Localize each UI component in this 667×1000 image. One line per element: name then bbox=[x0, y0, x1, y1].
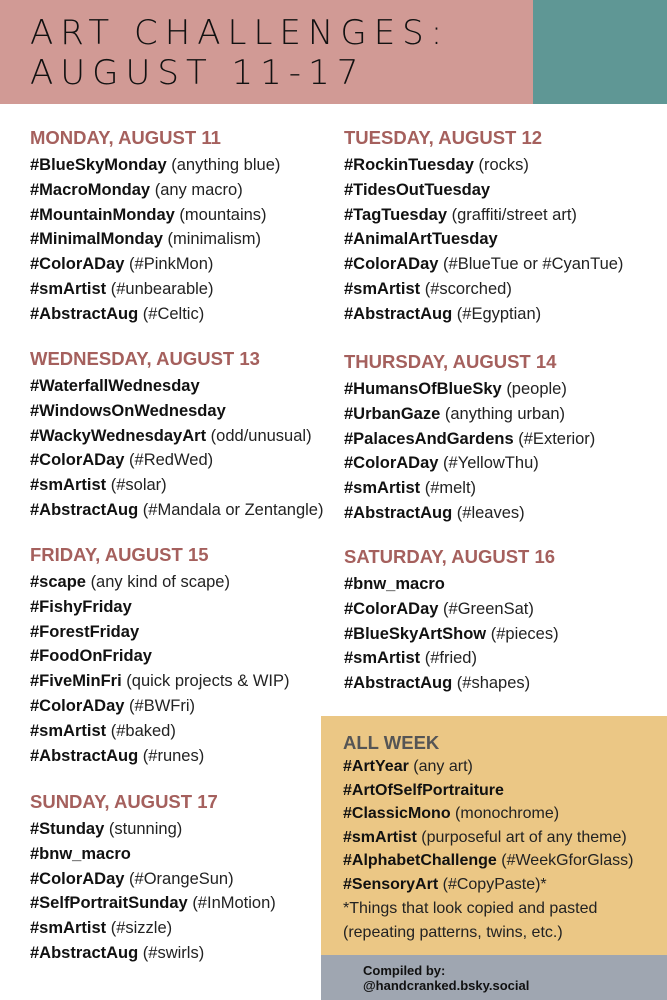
day-title: TUESDAY, AUGUST 12 bbox=[344, 127, 543, 148]
challenge-item bbox=[344, 427, 595, 452]
day-wednesday bbox=[30, 348, 323, 523]
hashtag-description: (#YellowThu) bbox=[443, 454, 539, 473]
hashtag-description: (#fried) bbox=[424, 649, 477, 668]
hashtag: #WackyWednesdayArt bbox=[30, 426, 207, 445]
hashtag: #TagTuesday bbox=[344, 205, 448, 224]
hashtag: #AnimalArtTuesday bbox=[344, 230, 498, 249]
hashtag-description: (#Egyptian) bbox=[456, 304, 542, 323]
day-title: MONDAY, AUGUST 11 bbox=[30, 127, 221, 148]
hashtag: #BlueSkyArtShow bbox=[344, 624, 487, 643]
hashtag-description: (#shapes) bbox=[456, 674, 531, 693]
challenge-list bbox=[30, 374, 323, 523]
challenge-list bbox=[344, 572, 559, 696]
hashtag: #PalacesAndGardens bbox=[344, 429, 514, 448]
header-banner bbox=[0, 0, 533, 104]
challenge-item bbox=[30, 719, 290, 744]
hashtag: #ClassicMono bbox=[343, 805, 451, 822]
hashtag: #smArtist bbox=[344, 649, 421, 668]
hashtag: #scape bbox=[30, 573, 86, 591]
hashtag: #bnw_macro bbox=[344, 575, 445, 593]
challenge-item bbox=[344, 451, 595, 476]
day-tuesday bbox=[344, 127, 623, 327]
day-title: THURSDAY, AUGUST 14 bbox=[344, 351, 557, 372]
challenge-item bbox=[344, 622, 559, 647]
challenge-item bbox=[30, 277, 280, 302]
challenge-item bbox=[30, 178, 280, 203]
challenge-item bbox=[30, 620, 290, 645]
challenge-item bbox=[344, 476, 595, 501]
challenge-item bbox=[30, 669, 290, 694]
challenge-item bbox=[30, 595, 290, 620]
hashtag-description: (#BlueTue or #CyanTue) bbox=[443, 255, 624, 274]
hashtag: #FiveMinFri bbox=[30, 672, 122, 691]
hashtag-description: (quick projects & WIP) bbox=[126, 672, 290, 691]
all-week-panel bbox=[321, 716, 667, 955]
day-title: SATURDAY, AUGUST 16 bbox=[344, 546, 556, 567]
challenge-item bbox=[30, 252, 280, 277]
credit-handle: @handcranked.bsky.social bbox=[363, 978, 530, 993]
hashtag: #MinimalMonday bbox=[30, 230, 163, 249]
hashtag: #ColorADay bbox=[344, 599, 439, 618]
hashtag: #WaterfallWednesday bbox=[30, 377, 200, 395]
challenge-item bbox=[30, 227, 280, 252]
challenge-item bbox=[344, 572, 559, 597]
challenge-item bbox=[344, 153, 623, 178]
hashtag: #ColorADay bbox=[344, 454, 439, 473]
challenge-list bbox=[343, 755, 633, 896]
challenge-item bbox=[30, 374, 323, 399]
hashtag: #WindowsOnWednesday bbox=[30, 401, 226, 420]
hashtag: #HumansOfBlueSky bbox=[344, 380, 502, 398]
challenge-item bbox=[344, 302, 623, 327]
day-thursday bbox=[344, 351, 595, 526]
hashtag-description: (#runes) bbox=[142, 746, 205, 765]
hashtag: #ColorADay bbox=[30, 255, 125, 274]
challenge-item bbox=[30, 644, 290, 669]
hashtag-description: (#PinkMon) bbox=[129, 255, 214, 274]
hashtag: #smArtist bbox=[343, 828, 417, 846]
challenge-item bbox=[344, 671, 559, 696]
day-friday bbox=[30, 544, 290, 768]
challenge-item bbox=[30, 941, 276, 966]
hashtag-description: (purposeful art of any theme) bbox=[421, 828, 627, 846]
challenge-item bbox=[344, 203, 623, 228]
hashtag-description: (minimalism) bbox=[167, 230, 262, 249]
challenge-item bbox=[30, 842, 276, 867]
day-monday bbox=[30, 127, 280, 327]
hashtag: #FishyFriday bbox=[30, 597, 132, 616]
page-subtitle: AUGUST 11-17 bbox=[30, 53, 366, 93]
challenge-item bbox=[30, 817, 276, 842]
challenge-item bbox=[30, 473, 323, 498]
hashtag: #AbstractAug bbox=[344, 503, 453, 522]
challenge-item bbox=[344, 402, 595, 427]
hashtag-description: (stunning) bbox=[108, 820, 183, 838]
challenge-item bbox=[343, 755, 633, 779]
challenge-item bbox=[30, 448, 323, 473]
hashtag: #ArtYear bbox=[343, 758, 409, 775]
challenge-item bbox=[30, 424, 323, 449]
challenge-list bbox=[344, 153, 623, 327]
day-title: WEDNESDAY, AUGUST 13 bbox=[30, 348, 260, 369]
hashtag: #smArtist bbox=[344, 479, 421, 498]
hashtag-description: (anything urban) bbox=[444, 404, 566, 423]
hashtag: #AlphabetChallenge bbox=[343, 852, 497, 869]
hashtag: #UrbanGaze bbox=[344, 404, 441, 423]
all-week-title: ALL WEEK bbox=[343, 732, 440, 753]
challenge-item bbox=[30, 916, 276, 941]
hashtag-description: (any kind of scape) bbox=[90, 573, 230, 591]
challenge-item bbox=[30, 153, 280, 178]
hashtag-description: (#scorched) bbox=[424, 279, 512, 298]
challenge-list bbox=[30, 817, 276, 966]
hashtag-description: (#melt) bbox=[424, 479, 477, 498]
challenge-item bbox=[30, 203, 280, 228]
hashtag: #Stunday bbox=[30, 820, 105, 838]
challenge-item bbox=[30, 399, 323, 424]
hashtag-description: (any macro) bbox=[154, 180, 243, 199]
challenge-item bbox=[30, 302, 280, 327]
hashtag-description: (anything blue) bbox=[171, 156, 281, 174]
challenge-item bbox=[343, 779, 633, 803]
hashtag-description: (rocks) bbox=[478, 156, 529, 174]
hashtag-description: (#unbearable) bbox=[110, 279, 214, 298]
challenge-list bbox=[30, 570, 290, 768]
hashtag: #ArtOfSelfPortraiture bbox=[343, 781, 504, 799]
day-sunday bbox=[30, 791, 276, 966]
challenge-item bbox=[344, 501, 595, 526]
hashtag: #smArtist bbox=[30, 279, 107, 298]
credit-footer bbox=[321, 955, 667, 1000]
challenge-item bbox=[343, 873, 633, 897]
hashtag: #MountainMonday bbox=[30, 205, 175, 224]
header-accent-block bbox=[533, 0, 667, 104]
footnote: *Things that look copied and pasted (repeating patterns, twins, etc.) bbox=[343, 900, 598, 941]
challenge-item bbox=[344, 377, 595, 402]
hashtag: #TidesOutTuesday bbox=[344, 180, 491, 199]
challenge-item bbox=[343, 849, 633, 873]
hashtag-description: (#Celtic) bbox=[142, 304, 205, 323]
hashtag: #SensoryArt bbox=[343, 875, 439, 893]
hashtag-description: (graffiti/street art) bbox=[451, 205, 577, 224]
challenge-item bbox=[344, 277, 623, 302]
hashtag-description: (#BWFri) bbox=[129, 696, 196, 715]
challenge-item bbox=[30, 891, 276, 916]
hashtag: #RockinTuesday bbox=[344, 156, 474, 174]
hashtag-description: (#CopyPaste)* bbox=[442, 875, 547, 893]
hashtag-description: (#Exterior) bbox=[518, 429, 596, 448]
hashtag: #bnw_macro bbox=[30, 844, 131, 863]
challenge-item bbox=[344, 597, 559, 622]
hashtag: #AbstractAug bbox=[344, 674, 453, 693]
challenge-list bbox=[344, 377, 595, 526]
hashtag-description: (monochrome) bbox=[455, 805, 560, 822]
hashtag: #ForestFriday bbox=[30, 622, 140, 641]
hashtag: #ColorADay bbox=[30, 696, 125, 715]
hashtag: #smArtist bbox=[30, 721, 107, 740]
hashtag-description: (#RedWed) bbox=[129, 451, 214, 470]
challenge-item bbox=[30, 867, 276, 892]
hashtag: #smArtist bbox=[344, 279, 421, 298]
hashtag: #ColorADay bbox=[30, 869, 125, 888]
challenge-item bbox=[30, 694, 290, 719]
hashtag-description: (#swirls) bbox=[142, 943, 205, 962]
hashtag: #AbstractAug bbox=[30, 304, 139, 323]
hashtag: #smArtist bbox=[30, 476, 107, 495]
hashtag-description: (#baked) bbox=[110, 721, 176, 740]
credit-label: Compiled by: bbox=[363, 963, 446, 978]
hashtag-description: (#Mandala or Zentangle) bbox=[142, 500, 324, 519]
challenge-item bbox=[344, 178, 623, 203]
hashtag: #BlueSkyMonday bbox=[30, 156, 167, 174]
hashtag-description: (#solar) bbox=[110, 476, 167, 495]
challenge-item bbox=[30, 570, 290, 595]
hashtag: #ColorADay bbox=[344, 255, 439, 274]
hashtag: #MacroMonday bbox=[30, 180, 151, 199]
hashtag-description: (any art) bbox=[413, 758, 473, 775]
challenge-item bbox=[343, 826, 633, 850]
hashtag: #AbstractAug bbox=[30, 500, 139, 519]
challenge-item bbox=[344, 227, 623, 252]
hashtag-description: (mountains) bbox=[179, 205, 267, 224]
hashtag: #AbstractAug bbox=[30, 746, 139, 765]
challenge-item bbox=[30, 498, 323, 523]
hashtag-description: (odd/unusual) bbox=[210, 426, 312, 445]
day-title: SUNDAY, AUGUST 17 bbox=[30, 791, 218, 812]
challenge-item bbox=[344, 252, 623, 277]
hashtag-description: (#sizzle) bbox=[110, 919, 173, 938]
hashtag: #AbstractAug bbox=[30, 943, 139, 962]
hashtag: #ColorADay bbox=[30, 451, 125, 470]
day-saturday bbox=[344, 546, 559, 696]
hashtag: #SelfPortraitSunday bbox=[30, 894, 188, 913]
challenge-item bbox=[344, 646, 559, 671]
page-title: ART CHALLENGES: bbox=[30, 13, 450, 53]
hashtag-description: (#leaves) bbox=[456, 503, 525, 522]
hashtag-description: (#OrangeSun) bbox=[129, 869, 234, 888]
hashtag: #smArtist bbox=[30, 919, 107, 938]
challenge-list bbox=[30, 153, 280, 327]
hashtag-description: (#InMotion) bbox=[192, 894, 276, 913]
hashtag: #AbstractAug bbox=[344, 304, 453, 323]
hashtag-description: (#WeekGforGlass) bbox=[501, 852, 634, 869]
day-title: FRIDAY, AUGUST 15 bbox=[30, 544, 209, 565]
hashtag-description: (people) bbox=[506, 380, 567, 398]
hashtag-description: (#GreenSat) bbox=[443, 599, 534, 618]
hashtag-description: (#pieces) bbox=[490, 624, 559, 643]
challenge-item bbox=[30, 744, 290, 769]
hashtag: #FoodOnFriday bbox=[30, 647, 152, 666]
challenge-item bbox=[343, 802, 633, 826]
